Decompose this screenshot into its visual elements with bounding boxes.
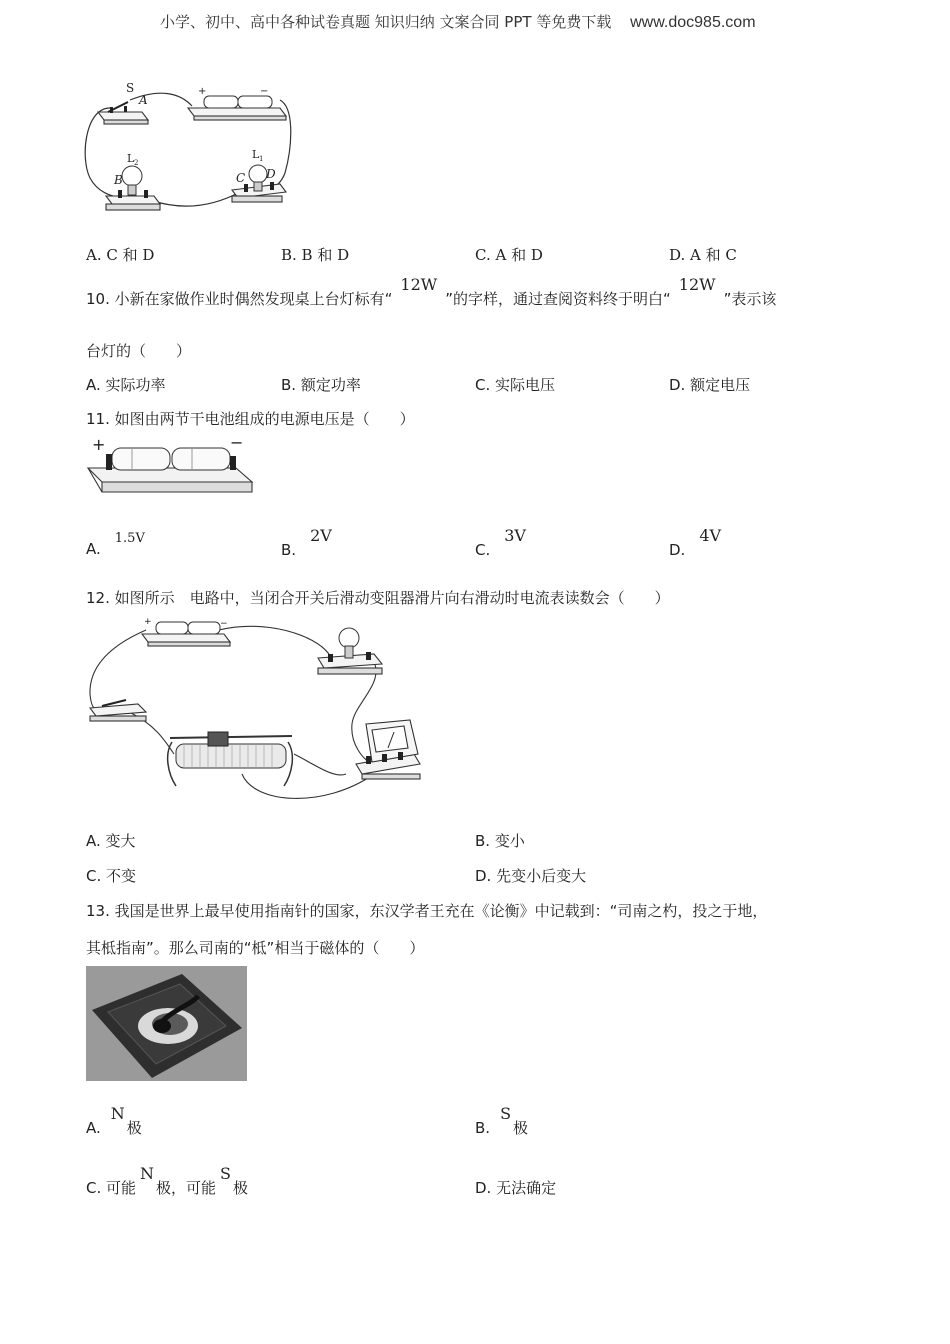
header-url[interactable]: www.doc985.com [630,14,756,31]
q11-stem: 11. 如图由两节干电池组成的电源电压是（ ） [86,410,415,428]
q9-option-d[interactable]: D. A 和 C [669,246,737,264]
label-s: S [126,81,135,95]
q13-stem-line2: 其柢指南”。那么司南的“柢”相当于磁体的（ ） [86,939,425,957]
q9-option-b[interactable]: B. B 和 D [281,246,350,264]
q11-battery-figure [84,434,256,496]
q13-stem-line1: 13. 我国是世界上最早使用指南针的国家，东汉学者王充在《论衡》中记载到：“司南之杓，投之于地， [86,902,768,920]
label-a: A [139,93,148,107]
label-l2: L [127,152,135,165]
q11-option-c-value: 3V [504,526,526,545]
label-b: B [114,173,123,187]
q13-option-b-suffix: 极 [513,1119,529,1137]
q13-option-a-suffix: 极 [126,1119,142,1137]
q13-option-a-pole: N [110,1104,125,1123]
label-d: D [266,167,276,181]
q10-text-a: 10. 小新在家做作业时偶然发现桌上台灯标有“ [86,290,393,308]
q10-stem-line2: 台灯的（ ） [86,342,192,360]
q13-option-c[interactable] [86,1164,249,1198]
q10-value2: 12W [678,275,716,294]
q11-option-d[interactable] [669,526,722,559]
header-text: 小学、初中、高中各种试卷真题 知识归纳 文案合同 PPT 等免费下载 [160,13,612,31]
q13-option-a[interactable] [86,1104,142,1138]
q9-option-c[interactable]: C. A 和 D [475,246,543,264]
q10-stem [86,275,777,309]
q9-circuit-figure [80,78,300,218]
q11-option-c-letter: C. [475,541,491,559]
q11-option-b[interactable] [281,526,332,559]
q13-option-c-pole1: N [140,1164,155,1183]
q12-stem: 12. 如图所示 电路中，当闭合开关后滑动变阻器滑片向右滑动时电流表读数会（ ） [86,589,670,607]
q11-minus-label: − [230,434,244,452]
q10-option-c[interactable]: C. 实际电压 [475,376,556,394]
q11-option-b-value: 2V [310,526,332,545]
label-minus: − [260,86,269,97]
label-l1: L [252,148,260,161]
q11-option-d-letter: D. [669,541,686,559]
q13-option-c-pole2: S [220,1164,231,1183]
q11-option-d-value: 4V [699,526,722,545]
page-header [160,11,756,32]
q10-value1: 12W [400,275,438,294]
q13-option-b-pole: S [500,1104,512,1123]
q13-option-c-prefix: C. 可能 [86,1179,137,1197]
q12-option-a[interactable]: A. 变大 [86,832,136,850]
q12-circuit-figure [84,614,424,810]
q11-option-a-letter: A. [86,540,101,558]
q12-option-b[interactable]: B. 变小 [475,832,525,850]
q10-option-a[interactable]: A. 实际功率 [86,376,166,394]
q10-option-b[interactable]: B. 额定功率 [281,376,361,394]
label-l2-sub: 2 [134,159,139,167]
q13-option-a-letter: A. [86,1119,101,1137]
q13-option-b[interactable] [475,1104,529,1138]
q11-plus-label: + [92,435,106,454]
q12-option-d[interactable]: D. 先变小后变大 [475,867,587,885]
label-c: C [236,171,246,185]
q11-option-a[interactable] [86,531,145,558]
q11-option-c[interactable] [475,526,526,559]
q13-option-c-mid: 极，可能 [156,1179,217,1197]
label-l1-sub: 1 [259,155,264,163]
q10-text-b: ”的字样，通过查阅资料终于明白“ [445,290,671,308]
q12-minus-label: − [220,619,228,629]
q9-option-a[interactable]: A. C 和 D [86,246,155,264]
q11-option-b-letter: B. [281,541,297,559]
q10-option-d[interactable]: D. 额定电压 [669,376,751,394]
sinan-compass-photo [86,966,247,1081]
q12-option-c[interactable]: C. 不变 [86,867,137,885]
q13-option-d[interactable]: D. 无法确定 [475,1179,557,1197]
q13-option-c-suffix: 极 [233,1179,249,1197]
q11-option-a-value: 1.5V [114,531,145,546]
q10-text-c: ”表示该 [723,290,777,308]
q12-plus-label: + [144,617,152,627]
q13-option-b-letter: B. [475,1119,491,1137]
label-plus: + [198,86,207,97]
